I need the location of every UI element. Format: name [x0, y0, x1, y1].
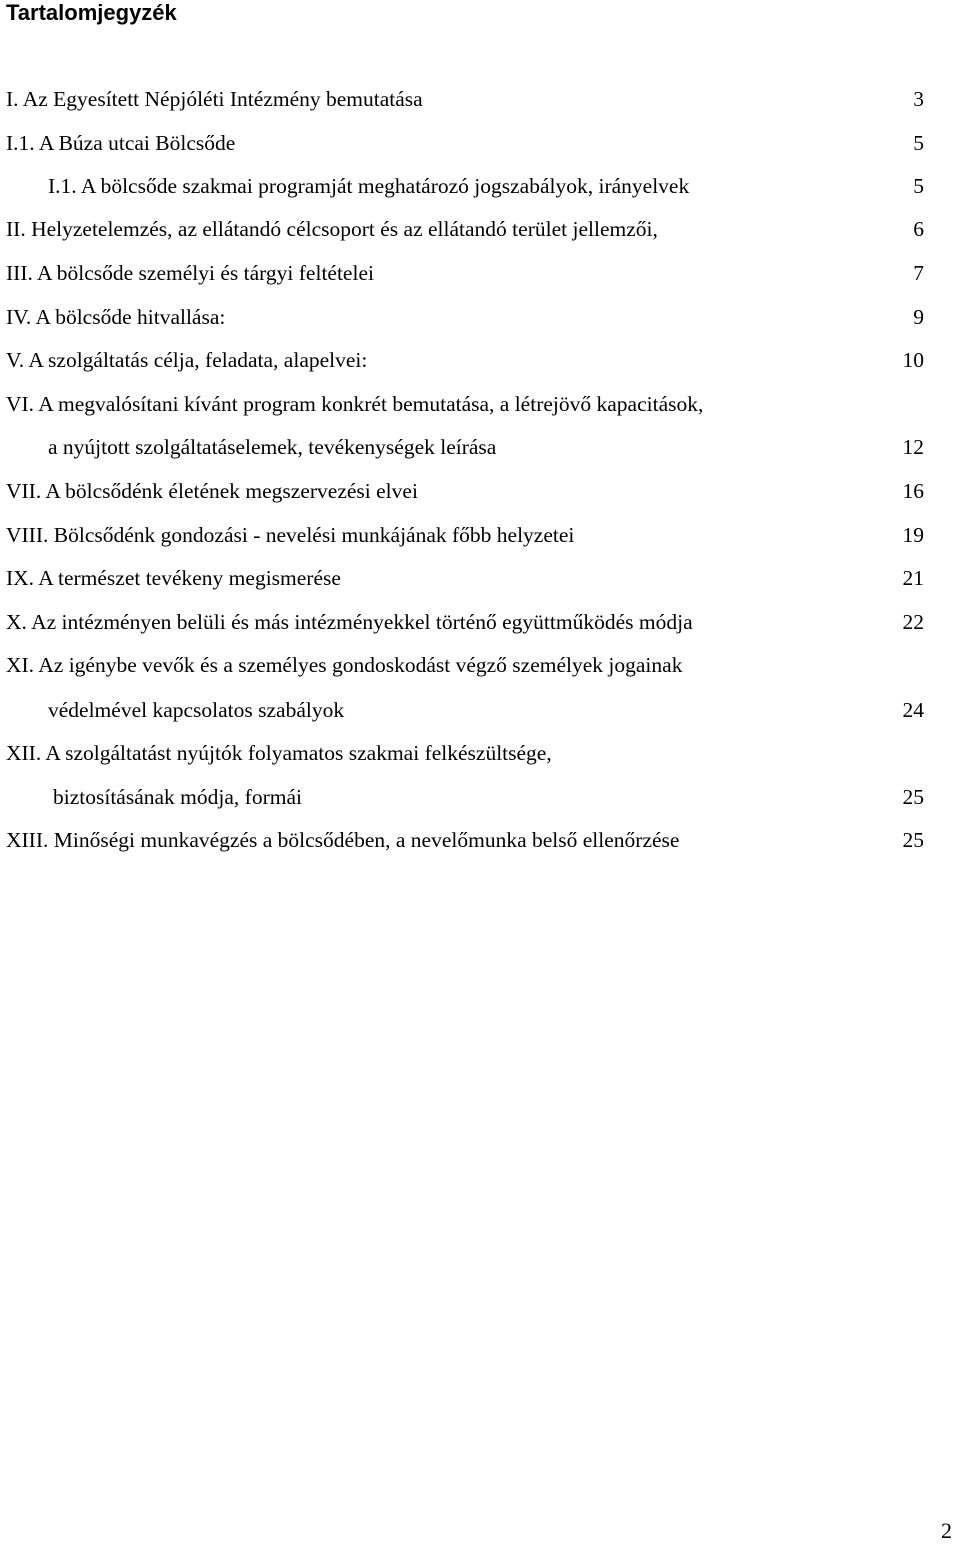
toc-entry-page: 9 — [913, 305, 924, 329]
toc-entry[interactable] — [0, 302, 960, 332]
toc-entry-text: IV. A bölcsőde hitvallása: — [6, 305, 226, 329]
toc-entry-text: III. A bölcsőde személyi és tárgyi feltételei — [6, 261, 374, 285]
toc-entry-text: a nyújtott szolgáltatáselemek, tevékenységek leírása — [48, 435, 497, 459]
toc-entry-text: biztosításának módja, formái — [53, 785, 302, 809]
toc-entry-text: VII. A bölcsődénk életének megszervezési elvei — [6, 479, 418, 503]
toc-entry-page: 25 — [902, 828, 924, 852]
toc-entry[interactable] — [0, 258, 960, 288]
toc-entry[interactable] — [0, 825, 960, 855]
toc-entry-page: 19 — [902, 523, 924, 547]
toc-entry-text: I.1. A Búza utcai Bölcsőde — [6, 131, 236, 155]
toc-entry-page: 5 — [913, 131, 924, 155]
toc-entry[interactable] — [0, 171, 960, 201]
toc-entry[interactable] — [0, 782, 960, 812]
toc-entry-text: VIII. Bölcsődénk gondozási - nevelési munkájának főbb helyzetei — [6, 523, 575, 547]
page-title: Tartalomjegyzék — [6, 0, 177, 25]
toc-entry[interactable] — [0, 476, 960, 506]
toc-entry[interactable] — [0, 738, 960, 768]
page-number: 2 — [941, 1518, 952, 1543]
toc-entry[interactable] — [0, 389, 960, 419]
toc-entry-page: 5 — [913, 174, 924, 198]
toc-entry-text: I.1. A bölcsőde szakmai programját meghatározó jogszabályok, irányelvek — [48, 174, 690, 198]
toc-entry-text: I. Az Egyesített Népjóléti Intézmény bemutatása — [6, 87, 423, 111]
toc-entry[interactable] — [0, 432, 960, 462]
toc-entry-text: XII. A szolgáltatást nyújtók folyamatos szakmai felkészültsége, — [6, 741, 552, 765]
toc-entry-page: 16 — [902, 479, 924, 503]
toc-entry[interactable] — [0, 84, 960, 114]
toc-entry[interactable] — [0, 607, 960, 637]
toc-entry-page: 3 — [913, 87, 924, 111]
toc-entry-text: II. Helyzetelemzés, az ellátandó célcsoport és az ellátandó terület jellemzői, — [6, 217, 658, 241]
toc-entry-page: 22 — [902, 610, 924, 634]
toc-entry[interactable] — [0, 695, 960, 725]
toc-entry[interactable] — [0, 520, 960, 550]
toc-entry[interactable] — [0, 128, 960, 158]
toc-entry[interactable] — [0, 214, 960, 244]
toc-entry-text: védelmével kapcsolatos szabályok — [48, 698, 345, 722]
toc-entry-page: 12 — [902, 435, 924, 459]
toc-entry-text: XIII. Minőségi munkavégzés a bölcsődében, a nevelőmunka belső ellenőrzése — [6, 828, 680, 852]
toc-entry[interactable] — [0, 345, 960, 375]
toc-entry[interactable] — [0, 563, 960, 593]
toc-entry-page: 25 — [902, 785, 924, 809]
toc-entry-page: 7 — [913, 261, 924, 285]
toc-entry-page: 21 — [902, 566, 924, 590]
toc-entry-page: 24 — [902, 698, 924, 722]
toc-entry-text: VI. A megvalósítani kívánt program konkrét bemutatása, a létrejövő kapacitások, — [6, 392, 704, 416]
toc-entry-text: IX. A természet tevékeny megismerése — [6, 566, 341, 590]
toc-entry-text: V. A szolgáltatás célja, feladata, alapelvei: — [6, 348, 368, 372]
toc-entry[interactable] — [0, 650, 960, 680]
toc-entry-page: 6 — [913, 217, 924, 241]
toc-entry-page: 10 — [902, 348, 924, 372]
toc-entry-text: XI. Az igénybe vevők és a személyes gondoskodást végző személyek jogainak — [6, 653, 683, 677]
toc-entry-text: X. Az intézményen belüli és más intézményekkel történő együttműködés módja — [6, 610, 693, 634]
